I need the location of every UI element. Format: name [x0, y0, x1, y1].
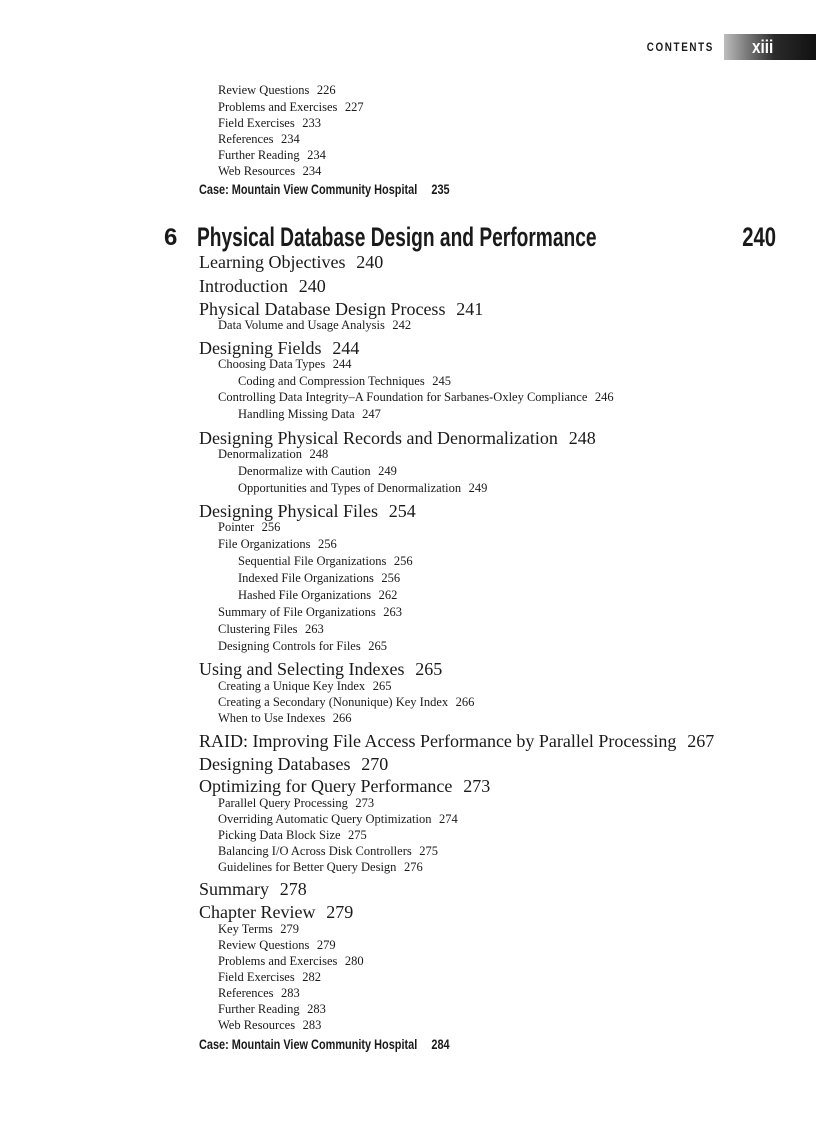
- toc-entry-level3: Coding and Compression Techniques 245: [238, 374, 451, 388]
- toc-entry-level1: Physical Database Design Process 241: [199, 299, 484, 319]
- toc-entry-level3: Sequential File Organizations 256: [238, 554, 413, 568]
- toc-entry: References 234: [218, 132, 300, 146]
- toc-entry-level2: Key Terms 279: [218, 922, 300, 936]
- toc-entry-level2: References 283: [218, 986, 300, 1000]
- toc-entry-level2: Guidelines for Better Query Design 276: [218, 860, 423, 874]
- case-entry: Case: Mountain View Community Hospital 235: [199, 181, 450, 197]
- chapter-title: Physical Database Design and Performance: [197, 222, 597, 252]
- toc-entry-level2: Further Reading 283: [218, 1002, 326, 1016]
- toc-entry-level1: Designing Databases 270: [199, 754, 389, 774]
- toc-entry: Field Exercises 233: [218, 116, 321, 130]
- toc-entry-level2: File Organizations 256: [218, 537, 337, 551]
- toc-entry-level1: Designing Physical Files 254: [199, 501, 416, 521]
- toc-entry-level2: Choosing Data Types 244: [218, 357, 352, 371]
- toc-entry-level2: Designing Controls for Files 265: [218, 639, 387, 653]
- toc-entry-level1: Using and Selecting Indexes 265: [199, 659, 443, 679]
- toc-entry-level2: Denormalization 248: [218, 447, 329, 461]
- chapter-page: 240: [742, 222, 776, 252]
- toc-entry: Further Reading 234: [218, 148, 326, 162]
- toc-entry-level2: Summary of File Organizations 263: [218, 605, 402, 619]
- toc-entry-level2: Field Exercises 282: [218, 970, 321, 984]
- running-header: [632, 34, 816, 60]
- toc-entry-level2: Review Questions 279: [218, 938, 336, 952]
- toc-entry-level2: Controlling Data Integrity–A Foundation for Sarbanes-Oxley Compliance 246: [218, 390, 614, 404]
- toc-entry-level2: Creating a Secondary (Nonunique) Key Index 266: [218, 695, 475, 709]
- toc-entry-level1: Summary 278: [199, 879, 307, 899]
- toc-entry: Web Resources 234: [218, 164, 322, 178]
- toc-entry-level2: Pointer 256: [218, 520, 281, 534]
- toc-entry-level2: Problems and Exercises 280: [218, 954, 364, 968]
- toc-entry-level3: Handling Missing Data 247: [238, 407, 381, 421]
- toc-entry-level2: Data Volume and Usage Analysis 242: [218, 318, 412, 332]
- toc-entry-level2: Overriding Automatic Query Optimization 274: [218, 812, 458, 826]
- page-number-tab: [724, 34, 816, 60]
- toc-entry-level1: Designing Physical Records and Denormalization 248: [199, 428, 596, 448]
- toc-entry-level1: Introduction 240: [199, 276, 326, 296]
- case-entry: Case: Mountain View Community Hospital 284: [199, 1036, 450, 1052]
- toc-entry-level3: Indexed File Organizations 256: [238, 571, 401, 585]
- toc-entry-level1: Optimizing for Query Performance 273: [199, 776, 491, 796]
- toc-entry: Review Questions 226: [218, 83, 336, 97]
- toc-entry-level1: Chapter Review 279: [199, 902, 354, 922]
- toc-entry-level2: Clustering Files 263: [218, 622, 324, 636]
- toc-entry-level1: RAID: Improving File Access Performance by Parallel Processing 267: [199, 731, 715, 751]
- toc-entry-level1: Designing Fields 244: [199, 338, 360, 358]
- toc-entry-level2: Parallel Query Processing 273: [218, 796, 375, 810]
- toc-entry-level2: When to Use Indexes 266: [218, 711, 352, 725]
- toc-entry-level2: Picking Data Block Size 275: [218, 828, 367, 842]
- chapter-number: 6: [164, 224, 178, 251]
- toc-entry-level3: Hashed File Organizations 262: [238, 588, 398, 602]
- toc-entry-level2: Creating a Unique Key Index 265: [218, 679, 392, 693]
- page-number: xiii: [752, 36, 774, 57]
- toc-entry-level3: Denormalize with Caution 249: [238, 464, 397, 478]
- header-label: CONTENTS: [646, 40, 714, 54]
- toc-entry: Problems and Exercises 227: [218, 100, 364, 114]
- toc-entry-level2: Balancing I/O Across Disk Controllers 275: [218, 844, 438, 858]
- toc-entry-level1: Learning Objectives 240: [199, 252, 384, 272]
- toc-entry-level3: Opportunities and Types of Denormalization 249: [238, 481, 488, 495]
- toc-entry-level2: Web Resources 283: [218, 1018, 322, 1032]
